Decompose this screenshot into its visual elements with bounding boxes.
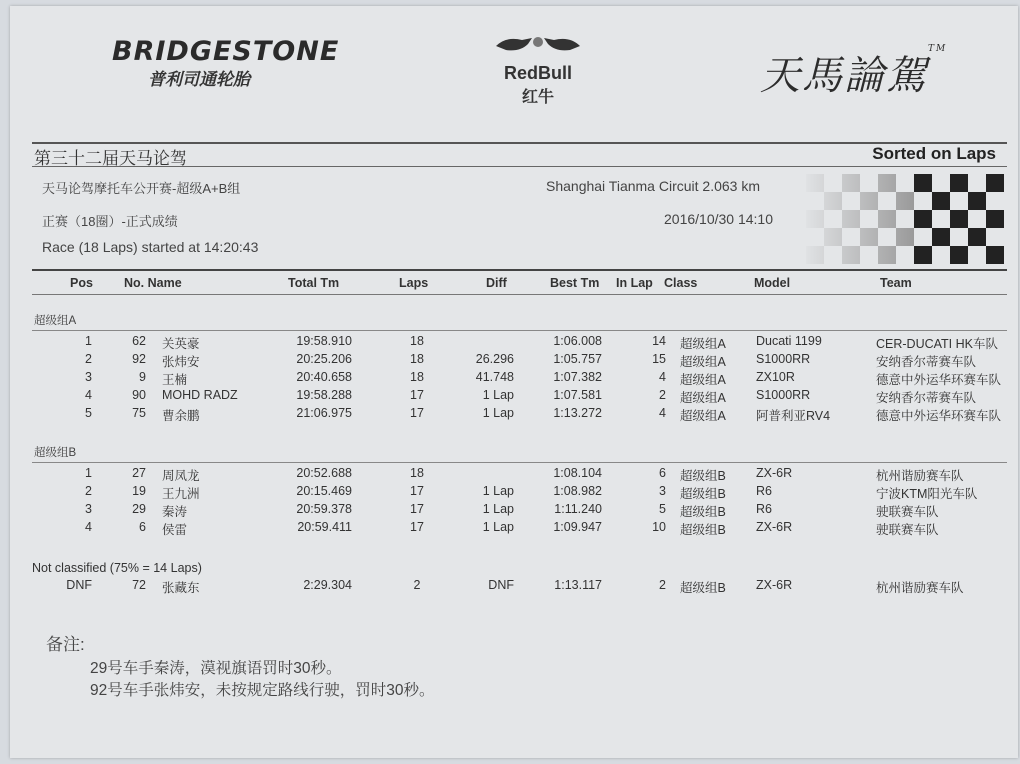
cell-name: MOHD RADZ xyxy=(162,388,238,402)
cell-laps: 18 xyxy=(410,352,424,366)
cell-name: 张炜安 xyxy=(162,355,200,369)
cell-diff: 1 Lap xyxy=(482,388,514,402)
col-diff: Diff xyxy=(486,276,507,290)
cell-name: 关英豪 xyxy=(162,337,200,351)
remark-note: 92号车手张炜安，未按规定路线行驶，罚时30秒。 xyxy=(90,682,435,699)
bridgestone-logo xyxy=(112,36,339,90)
circuit-info: Shanghai Tianma Circuit 2.063 km xyxy=(546,178,760,194)
cell-best: 1:05.757 xyxy=(553,352,602,366)
cell-best: 1:07.382 xyxy=(553,370,602,384)
cell-laps: 17 xyxy=(410,520,424,534)
cell-model: S1000RR xyxy=(756,352,811,366)
cell-total: 2:29.304 xyxy=(303,578,352,592)
cell-pos: 5 xyxy=(85,406,92,420)
table-row xyxy=(10,406,1018,424)
redbull-logo-cn: 红牛 xyxy=(521,89,554,106)
tianma-logo-text: 天馬論駕 xyxy=(760,53,928,99)
cell-no: 9 xyxy=(139,370,146,384)
cell-pos: 2 xyxy=(85,352,92,366)
cell-laps: 17 xyxy=(410,406,424,420)
col-no-name: No. Name xyxy=(124,276,182,290)
cell-inlap: 14 xyxy=(652,334,666,348)
tianma-logo: 天馬論駕™ xyxy=(760,44,948,99)
cell-inlap: 4 xyxy=(659,370,666,384)
cell-laps: 17 xyxy=(410,388,424,402)
cell-best: 1:08.982 xyxy=(553,484,602,498)
cell-diff: 1 Lap xyxy=(482,406,514,420)
cell-laps: 18 xyxy=(410,370,424,384)
cell-class: 超级组B xyxy=(680,523,726,537)
cell-name: 王楠 xyxy=(162,373,188,387)
cell-total: 20:15.469 xyxy=(296,484,352,498)
cell-model: ZX-6R xyxy=(756,466,793,480)
cell-inlap: 2 xyxy=(659,578,666,592)
cell-class: 超级组B xyxy=(680,487,726,501)
cell-total: 20:59.378 xyxy=(296,502,352,516)
redbull-logo xyxy=(488,32,588,107)
col-laps: Laps xyxy=(399,276,429,290)
cell-pos: 1 xyxy=(85,334,92,348)
cell-diff: 26.296 xyxy=(475,352,514,366)
cell-class: 超级组B xyxy=(680,505,726,519)
cell-model: Ducati 1199 xyxy=(756,334,822,348)
cell-pos: 4 xyxy=(85,520,92,534)
bridgestone-logo-text: BRIDGESTONE xyxy=(112,36,340,67)
remark-note: 29号车手秦涛，漠视旗语罚时30秒。 xyxy=(90,660,342,677)
cell-team: 宁波KTM阳光车队 xyxy=(876,487,978,501)
cell-team: 安纳香尔蒂赛车队 xyxy=(876,391,977,405)
results-sheet xyxy=(10,6,1018,758)
table-row xyxy=(10,388,1018,406)
cell-name: 张藏东 xyxy=(162,581,200,595)
cell-pos: 2 xyxy=(85,484,92,498)
cell-pos: 1 xyxy=(85,466,92,480)
cell-best: 1:07.581 xyxy=(553,388,602,402)
cell-inlap: 4 xyxy=(659,406,666,420)
cell-total: 19:58.910 xyxy=(296,334,352,348)
cell-model: R6 xyxy=(756,484,772,498)
cell-best: 1:11.240 xyxy=(554,502,602,516)
cell-team: CER-DUCATI HK车队 xyxy=(876,337,998,351)
table-row-dnf xyxy=(10,578,1018,596)
cell-team: 安纳香尔蒂赛车队 xyxy=(876,355,977,369)
cell-laps: 17 xyxy=(410,484,424,498)
cell-best: 1:13.272 xyxy=(553,406,602,420)
cell-diff: DNF xyxy=(488,578,514,592)
race-datetime: 2016/10/30 14:10 xyxy=(664,211,773,227)
cell-laps: 17 xyxy=(410,502,424,516)
table-row xyxy=(10,370,1018,388)
cell-model: R6 xyxy=(756,502,772,516)
col-team: Team xyxy=(880,276,912,290)
cell-model: ZX-6R xyxy=(756,578,793,592)
cell-pos: 3 xyxy=(85,370,92,384)
cell-no: 72 xyxy=(132,578,146,592)
cell-model: ZX10R xyxy=(756,370,795,384)
cell-inlap: 10 xyxy=(652,520,666,534)
cell-class: 超级组A xyxy=(680,337,726,351)
cell-no: 90 xyxy=(132,388,146,402)
race-start: Race (18 Laps) started at 14:20:43 xyxy=(42,239,259,255)
competition-name: 天马论驾摩托车公开赛-超级A+B组 xyxy=(42,181,241,196)
cell-diff: 41.748 xyxy=(475,370,514,384)
table-row xyxy=(10,484,1018,502)
col-model: Model xyxy=(754,276,791,290)
table-row xyxy=(10,502,1018,520)
table-row xyxy=(10,352,1018,370)
sorted-label: Sorted on Laps xyxy=(872,144,996,163)
cell-inlap: 6 xyxy=(659,466,666,480)
cell-team: 德意中外运华环赛车队 xyxy=(876,409,1002,423)
col-inlap: In Lap xyxy=(616,276,653,290)
cell-class: 超级组A xyxy=(680,391,726,405)
cell-name: 曹余鹏 xyxy=(162,409,200,423)
cell-team: 驶联赛车队 xyxy=(876,505,939,519)
header-divider xyxy=(32,269,1007,271)
cell-no: 62 xyxy=(132,334,146,348)
cell-model: ZX-6R xyxy=(756,520,793,534)
cell-best: 1:13.117 xyxy=(554,578,602,592)
table-row xyxy=(10,334,1018,352)
cell-no: 19 xyxy=(132,484,146,498)
redbull-logo-text: RedBull xyxy=(503,63,572,83)
col-class: Class xyxy=(664,276,698,290)
cell-class: 超级组B xyxy=(680,581,726,595)
cell-inlap: 5 xyxy=(659,502,666,516)
cell-best: 1:06.008 xyxy=(553,334,602,348)
cell-laps: 18 xyxy=(410,466,424,480)
cell-no: 75 xyxy=(132,406,146,420)
cell-inlap: 15 xyxy=(652,352,666,366)
cell-best: 1:09.947 xyxy=(553,520,602,534)
checkered-flag-icon xyxy=(800,170,1008,266)
cell-class: 超级组A xyxy=(680,409,726,423)
cell-team: 杭州谐励赛车队 xyxy=(876,581,964,595)
cell-no: 6 xyxy=(139,520,146,534)
cell-name: 周凤龙 xyxy=(162,469,200,483)
cell-diff: 1 Lap xyxy=(482,484,514,498)
cell-model: 阿普利亚RV4 xyxy=(756,409,831,423)
cell-total: 21:06.975 xyxy=(296,406,352,420)
group-divider xyxy=(32,462,1007,463)
remarks-title: 备注: xyxy=(46,635,85,654)
cell-total: 20:40.658 xyxy=(296,370,352,384)
cell-team: 杭州谐励赛车队 xyxy=(876,469,964,483)
table-row xyxy=(10,466,1018,484)
cell-team: 德意中外运华环赛车队 xyxy=(876,373,1002,387)
bridgestone-logo-cn: 普利司通轮胎 xyxy=(148,70,250,89)
cell-model: S1000RR xyxy=(756,388,811,402)
cell-laps: 2 xyxy=(413,578,421,592)
group-divider xyxy=(32,330,1007,331)
cell-inlap: 2 xyxy=(659,388,666,402)
col-pos: Pos xyxy=(70,276,93,290)
session-name: 正赛（18圈）-正式成绩 xyxy=(42,214,178,229)
cell-total: 19:58.288 xyxy=(296,388,352,402)
cell-best: 1:08.104 xyxy=(553,466,602,480)
event-title: 第三十二届天马论驾 xyxy=(34,149,187,168)
bulls-icon xyxy=(488,32,588,56)
cell-pos: DNF xyxy=(66,578,92,592)
cell-laps: 18 xyxy=(410,334,424,348)
col-best: Best Tm xyxy=(550,276,600,290)
cell-name: 秦涛 xyxy=(162,505,188,519)
cell-total: 20:59.411 xyxy=(297,520,352,534)
cell-name: 王九洲 xyxy=(162,487,200,501)
cell-inlap: 3 xyxy=(659,484,666,498)
group-label-b: 超级组B xyxy=(34,447,77,459)
cell-class: 超级组A xyxy=(680,355,726,369)
table-row xyxy=(10,520,1018,538)
cell-diff: 1 Lap xyxy=(482,502,514,516)
cell-total: 20:25.206 xyxy=(296,352,352,366)
cell-total: 20:52.688 xyxy=(296,466,352,480)
not-classified-label: Not classified (75% = 14 Laps) xyxy=(32,561,202,575)
cell-no: 29 xyxy=(132,502,146,516)
cell-team: 驶联赛车队 xyxy=(876,523,939,537)
cell-pos: 3 xyxy=(85,502,92,516)
cell-no: 92 xyxy=(132,352,146,366)
cell-name: 侯雷 xyxy=(162,523,188,537)
col-total: Total Tm xyxy=(288,276,340,290)
group-label-a: 超级组A xyxy=(34,315,77,327)
cell-pos: 4 xyxy=(85,388,92,402)
cell-no: 27 xyxy=(132,466,146,480)
cell-class: 超级组B xyxy=(680,469,726,483)
cell-class: 超级组A xyxy=(680,373,726,387)
cell-diff: 1 Lap xyxy=(482,520,514,534)
header-divider-bottom xyxy=(32,294,1007,295)
